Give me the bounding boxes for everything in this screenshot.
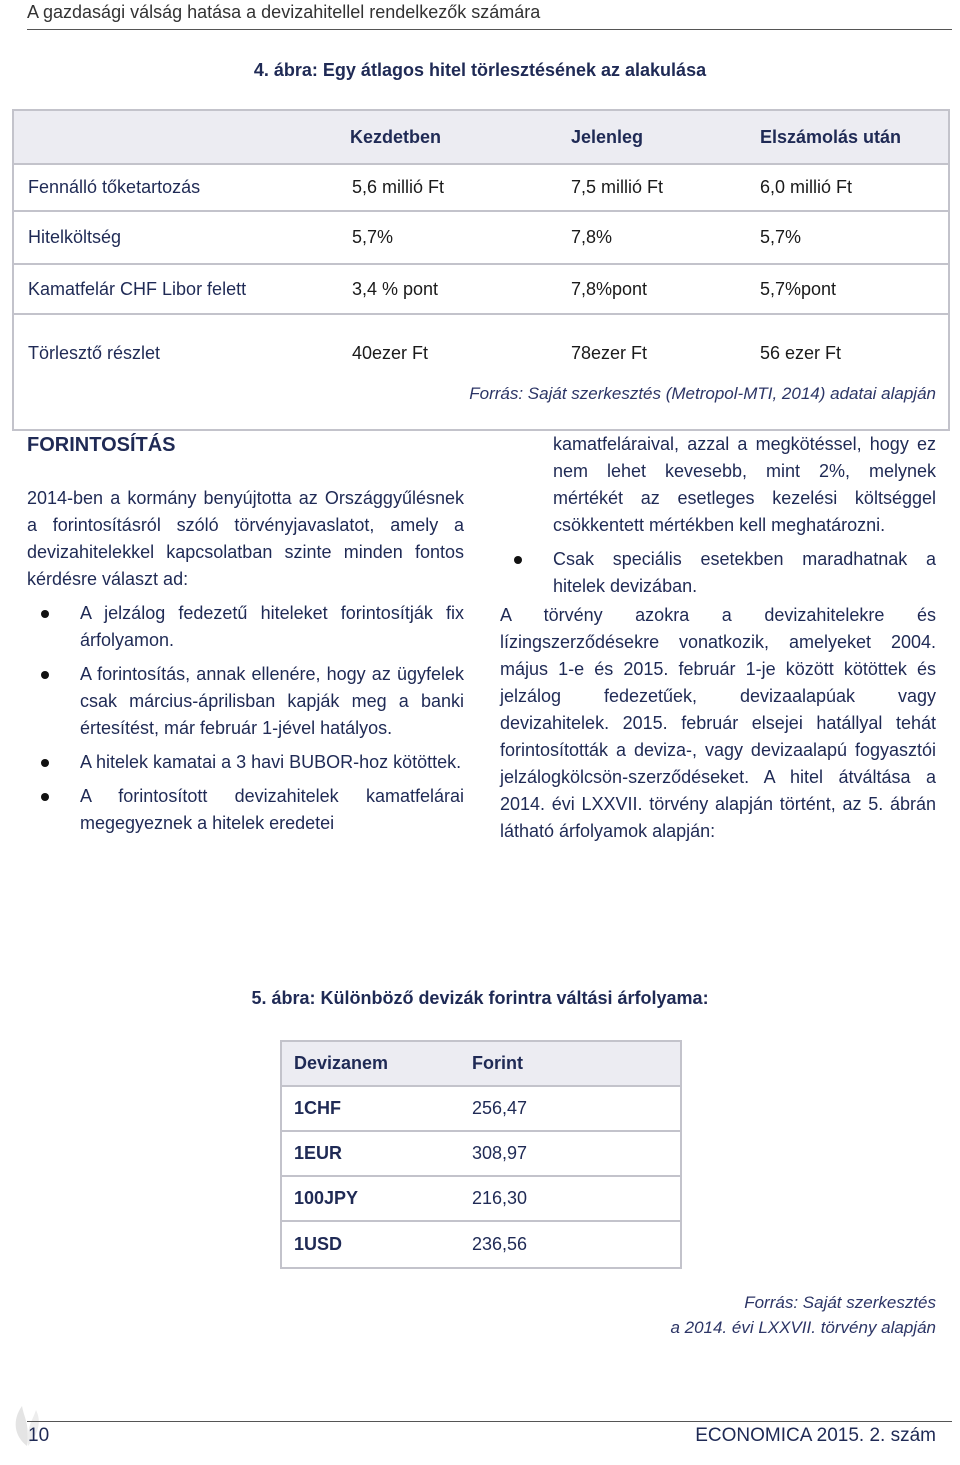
table-row [14, 165, 948, 212]
table-cell: 7,8%pont [571, 278, 648, 299]
figure-5-table [280, 1040, 682, 1269]
table-cell: 216,30 [472, 1188, 528, 1208]
list-item-text: Csak speciális esetekben maradhatnak a hitelek devizában. [553, 549, 936, 596]
table-row [282, 1177, 680, 1222]
row-label: Kamatfelár CHF Libor felett [28, 278, 247, 299]
table-header-cell: Devizanem [294, 1053, 389, 1073]
table-row [14, 212, 948, 265]
table-header-row [14, 111, 948, 165]
table-cell: 7,8% [571, 227, 613, 247]
bullet-list [500, 546, 936, 600]
list-item-text: A forintosítás, annak ellenére, hogy az ügyfelek csak március-áprilisban kapják meg a banki értesítést, már február 1-jével hatályos. [80, 664, 464, 738]
figure-4-table [12, 109, 950, 431]
row-label: 1EUR [294, 1143, 343, 1163]
bullet-icon [41, 793, 49, 801]
page-number: 10 [28, 1425, 50, 1446]
list-item-text: A forintosított devizahitelek kamatfelárai megegyeznek a hitelek eredetei [80, 786, 464, 833]
row-label: 1CHF [294, 1098, 342, 1118]
footer-divider [27, 1421, 952, 1422]
table-row [14, 315, 948, 429]
closing-paragraph: A törvény azokra a devizahitelekre és lízingszerződésekre vonatkozik, amelyeket 2004. május 1-e és 2015. február 1-je között kötöttek és jelzálog fedezetűek, devizaalapúak vagy devizahitelek. 2015. február elsejei hatállyal tehát forintosították a deviza-, vagy devizaalapú fogyasztói jelzálogkölcsön-szerződéseket. A hitel átváltása a 2014. évi LXXVII. törvény alapján történt, az 5. ábrán látható árfolyamok alapján: [500, 605, 936, 841]
list-item [27, 749, 464, 776]
table-cell: 78ezer Ft [571, 343, 648, 363]
table-cell: 6,0 millió Ft [760, 177, 853, 197]
list-item-text: A jelzálog fedezetű hiteleket forintosítják fix árfolyamon. [80, 603, 464, 650]
list-item-text: A hitelek kamatai a 3 havi BUBOR-hoz kötöttek. [80, 752, 462, 772]
list-item [27, 600, 464, 654]
table-cell: 308,97 [472, 1143, 528, 1163]
figure-5-source: a 2014. évi LXXVII. törvény alapján [670, 1318, 936, 1337]
table-cell: 5,7% [760, 227, 802, 247]
figure-4-source: Forrás: Saját szerkesztés (Metropol-MTI, 2014) adatai alapján [469, 384, 936, 403]
row-label: 100JPY [294, 1188, 359, 1208]
table-row [14, 265, 948, 315]
row-label: 1USD [294, 1234, 343, 1254]
table-row [282, 1087, 680, 1132]
table-cell: 5,7% [352, 227, 394, 247]
table-cell: 3,4 % pont [352, 278, 439, 299]
bullet-icon [41, 610, 49, 618]
bullet-icon [514, 556, 522, 564]
intro-paragraph: 2014-ben a kormány benyújtotta az Országgyűlésnek a forintosításról szóló törvényjavaslatot, amely a devizahitelekkel kapcsolatban szinte minden fontos kérdésre választ ad: [27, 488, 464, 589]
bullet-list [27, 600, 464, 837]
list-item [27, 783, 464, 837]
table-cell: 256,47 [472, 1098, 528, 1118]
table-row [282, 1132, 680, 1177]
row-label: Hitelköltség [28, 227, 122, 247]
table-cell: 236,56 [472, 1234, 528, 1254]
table-cell: 7,5 millió Ft [571, 177, 664, 197]
list-item [500, 546, 936, 600]
figure-5-title: 5. ábra: Különböző devizák forintra váltási árfolyama: [251, 988, 709, 1008]
table-row [282, 1222, 680, 1267]
section-heading: FORINTOSÍTÁS [27, 434, 176, 456]
row-label: Törlesztő részlet [28, 343, 161, 363]
table-cell: 5,6 millió Ft [352, 177, 445, 197]
figure-5-source: Forrás: Saját szerkesztés [744, 1293, 936, 1312]
table-cell: 40ezer Ft [352, 343, 429, 363]
running-header: A gazdasági válság hatása a devizahitellel rendelkezők számára [27, 2, 952, 30]
bullet-icon [41, 671, 49, 679]
row-label: Fennálló tőketartozás [28, 177, 201, 197]
journal-name: ECONOMICA 2015. 2. szám [695, 1425, 936, 1446]
table-cell: 5,7%pont [760, 278, 837, 299]
bullet-icon [41, 759, 49, 767]
table-header-cell: Elszámolás után [760, 126, 902, 147]
left-column [27, 432, 464, 837]
bullet-continuation: kamatfeláraival, azzal a megkötéssel, hogy ez nem lehet kevesebb, mint 2%, melynek mértékét az esetleges kezelési költséggel csökkentett mértékben kell meghatározni. [553, 434, 936, 535]
table-header-cell: Jelenleg [571, 126, 644, 147]
list-item [27, 661, 464, 742]
table-header-cell: Kezdetben [350, 126, 442, 147]
table-header-row [282, 1042, 680, 1087]
table-header-cell: Forint [472, 1053, 523, 1073]
table-cell: 56 ezer Ft [760, 343, 842, 363]
right-column [500, 431, 936, 845]
figure-4-title: 4. ábra: Egy átlagos hitel törlesztésének az alakulása [253, 60, 707, 80]
